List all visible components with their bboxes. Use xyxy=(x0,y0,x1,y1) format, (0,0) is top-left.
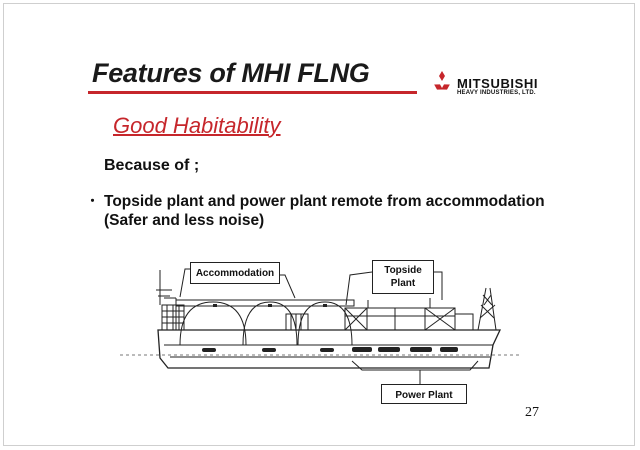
power-plant-label: Power Plant xyxy=(381,384,467,404)
bullet-point-text: Topside plant and power plant remote from accommodation xyxy=(104,193,545,210)
section-heading: Good Habitability xyxy=(113,113,281,138)
logo-subtitle: HEAVY INDUSTRIES, LTD. xyxy=(457,90,536,96)
topside-label-line2: Plant xyxy=(390,278,416,289)
slide-title: Features of MHI FLNG xyxy=(92,58,370,88)
flare-tower xyxy=(478,288,496,330)
topside-plant-modules xyxy=(345,298,473,330)
because-label: Because of ; xyxy=(104,157,200,174)
logo-wordmark: MITSUBISHI xyxy=(457,76,539,91)
page-number: 27 xyxy=(525,405,539,420)
topside-label-line1: Topside xyxy=(384,265,422,276)
accommodation-label: Accommodation xyxy=(190,262,280,284)
bullet-point-note: (Safer and less noise) xyxy=(104,212,265,229)
bullet-marker: ･ xyxy=(89,193,96,209)
topside-plant-label xyxy=(372,260,434,294)
